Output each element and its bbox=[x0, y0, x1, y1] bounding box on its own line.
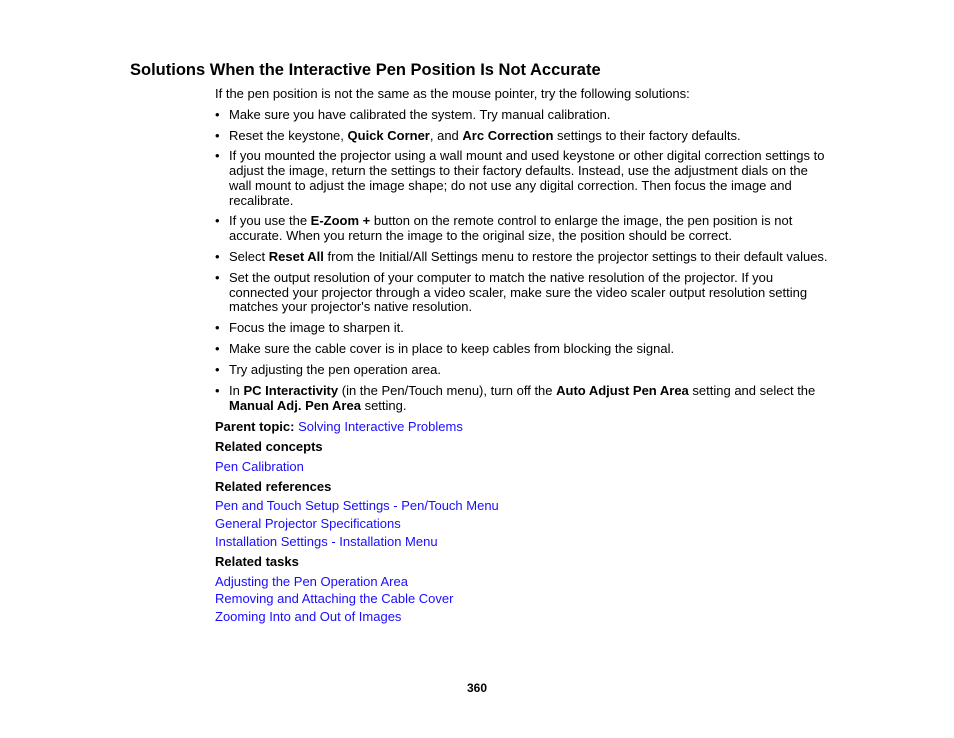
bold-term: Auto Adjust Pen Area bbox=[556, 382, 689, 398]
related-concepts-heading: Related concepts bbox=[215, 439, 323, 455]
related-concepts-section bbox=[215, 440, 830, 476]
related-tasks-heading: Related tasks bbox=[215, 553, 299, 569]
related-task-link[interactable]: Zooming Into and Out of Images bbox=[215, 609, 402, 625]
item-text: from the Initial/All Settings menu to restore the projector settings to their default values. bbox=[323, 249, 828, 265]
related-tasks-section bbox=[215, 555, 830, 626]
related-reference-link[interactable]: Pen and Touch Setup Settings - Pen/Touch Menu bbox=[215, 498, 499, 514]
bold-term: Arc Correction bbox=[462, 127, 554, 143]
item-text: In bbox=[229, 382, 244, 398]
item-text: If you use the bbox=[229, 213, 311, 229]
solution-item bbox=[215, 384, 830, 413]
related-task-link[interactable]: Removing and Attaching the Cable Cover bbox=[215, 591, 454, 607]
solution-item bbox=[215, 363, 830, 378]
solution-item bbox=[215, 342, 830, 357]
solution-item bbox=[215, 321, 830, 336]
parent-topic bbox=[215, 420, 830, 435]
item-text: Focus the image to sharpen it. bbox=[229, 320, 404, 336]
related-references-section bbox=[215, 480, 830, 551]
bold-term: Quick Corner bbox=[347, 127, 430, 143]
solution-item bbox=[215, 149, 830, 208]
item-text: Make sure the cable cover is in place to keep cables from blocking the signal. bbox=[229, 341, 675, 357]
item-text: button on the remote control to enlarge the image, the pen position is not accurate. When you return the image to the original size, the position should be correct. bbox=[229, 213, 793, 244]
related-task-link[interactable]: Adjusting the Pen Operation Area bbox=[215, 573, 408, 589]
solution-item bbox=[215, 214, 830, 243]
bold-term: E-Zoom + bbox=[310, 213, 371, 229]
item-text: (in the Pen/Touch menu), turn off the bbox=[338, 382, 557, 398]
page-number: 360 bbox=[466, 681, 488, 695]
intro-text: If the pen position is not the same as the mouse pointer, try the following solutions: bbox=[215, 86, 690, 101]
solution-item bbox=[215, 250, 830, 265]
item-text: Make sure you have calibrated the system. Try manual calibration. bbox=[229, 106, 611, 122]
page-title: Solutions When the Interactive Pen Position Is Not Accurate bbox=[130, 61, 601, 79]
item-text: If you mounted the projector using a wall mount and used keystone or other digital correction settings to adjust the image, return the settings to their factory defaults. Instead, use the adjustment dials on the wall mount to adjust the image shape; do not use any digital correction. Then focus the image and recalibrate. bbox=[229, 148, 825, 208]
item-text: Try adjusting the pen operation area. bbox=[229, 362, 441, 378]
item-text: , and bbox=[429, 127, 463, 143]
bold-term: Manual Adj. Pen Area bbox=[229, 397, 361, 413]
bold-term: Reset All bbox=[268, 249, 324, 265]
item-text: setting and select the bbox=[688, 382, 816, 398]
parent-topic-link[interactable]: Solving Interactive Problems bbox=[298, 418, 463, 434]
related-concept-link[interactable]: Pen Calibration bbox=[215, 458, 304, 474]
parent-topic-label: Parent topic: bbox=[215, 418, 295, 434]
bold-term: PC Interactivity bbox=[243, 382, 339, 398]
content-body bbox=[215, 87, 830, 630]
related-references-heading: Related references bbox=[215, 478, 332, 494]
item-text: settings to their factory defaults. bbox=[553, 127, 741, 143]
item-text: setting. bbox=[360, 397, 407, 413]
solutions-list bbox=[215, 108, 830, 414]
related-reference-link[interactable]: Installation Settings - Installation Menu bbox=[215, 534, 438, 550]
solution-item bbox=[215, 271, 830, 315]
solution-item bbox=[215, 108, 830, 123]
related-reference-link[interactable]: General Projector Specifications bbox=[215, 516, 401, 532]
solution-item bbox=[215, 129, 830, 144]
item-text: Reset the keystone, bbox=[229, 127, 348, 143]
item-text: Set the output resolution of your computer to match the native resolution of the projector. If you connected your projector through a video scaler, make sure the video scaler output resolution setting matches your projector's native resolution. bbox=[229, 269, 808, 315]
item-text: Select bbox=[229, 249, 269, 265]
